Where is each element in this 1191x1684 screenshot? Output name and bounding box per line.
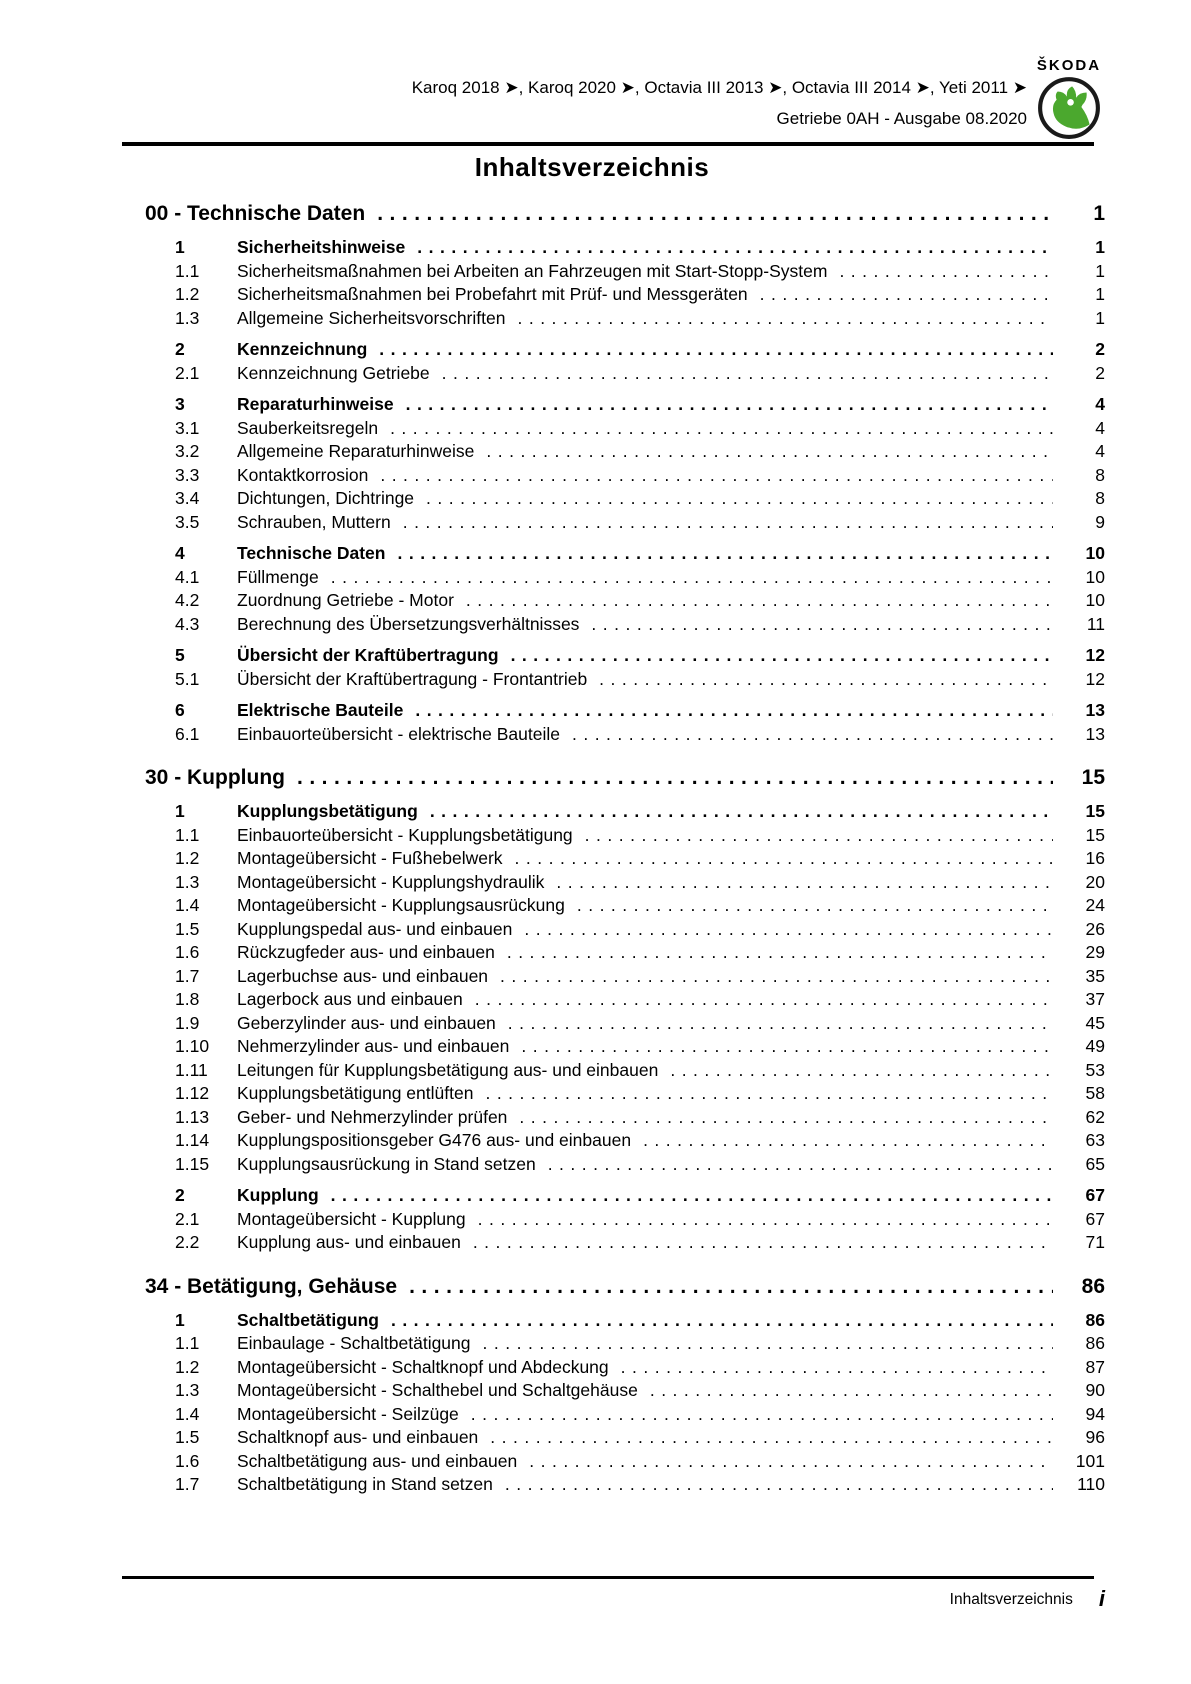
entry-page-number: 94 xyxy=(1085,1403,1105,1424)
dot-leader xyxy=(471,1403,1053,1427)
entry-label: Einbaulage - Schaltbetätigung xyxy=(237,1333,471,1353)
toc-entry-row xyxy=(122,800,1105,824)
entry-number: 1.3 xyxy=(175,871,200,892)
entry-number: 1.4 xyxy=(175,895,200,915)
entry-label: Montageübersicht - Fußhebelwerk xyxy=(237,848,503,868)
entry-number: 3.1 xyxy=(175,417,200,438)
entry-page-number: 15 xyxy=(1085,801,1105,821)
toc-entry-row xyxy=(122,283,1105,307)
entry-label: Montageübersicht - Kupplungsausrückung xyxy=(237,895,565,915)
dot-leader xyxy=(331,1184,1053,1208)
entry-number: 1.4 xyxy=(175,1403,200,1424)
entry-label: Kupplungspositionsgeber G476 aus- und einbauen xyxy=(237,1130,632,1150)
entry-page-number: 86 xyxy=(1085,1309,1105,1330)
toc-entry-row xyxy=(122,847,1105,871)
entry-label: Montageübersicht - Kupplungshydraulik xyxy=(237,871,545,892)
entry-number: 1.3 xyxy=(175,307,200,328)
page-footer xyxy=(122,1586,1105,1612)
toc-section-header-row xyxy=(122,200,1105,228)
entry-number: 6.1 xyxy=(175,723,200,744)
toc-entry-row xyxy=(122,393,1105,417)
entry-number: 3.4 xyxy=(175,488,200,508)
toc-entry-row xyxy=(122,589,1105,613)
dot-leader xyxy=(507,941,1053,965)
entry-page-number: 90 xyxy=(1085,1380,1105,1400)
entry-number: 1.14 xyxy=(175,1130,210,1150)
toc-entry-row xyxy=(122,918,1105,942)
dot-leader xyxy=(379,338,1053,362)
skoda-logo xyxy=(1033,58,1105,146)
toc-entry-row xyxy=(122,1379,1105,1403)
entry-label: Montageübersicht - Kupplung xyxy=(237,1208,466,1229)
entry-label: Kennzeichnung Getriebe xyxy=(237,362,430,383)
dot-leader xyxy=(406,393,1053,417)
dot-leader xyxy=(442,362,1053,386)
entry-number: 1.1 xyxy=(175,260,200,281)
toc-entry-row xyxy=(122,464,1105,488)
entry-label: Kupplungsbetätigung xyxy=(237,801,418,821)
toc-entry-row xyxy=(122,307,1105,331)
toc-entry-row xyxy=(122,1184,1105,1208)
entry-label: Zuordnung Getriebe - Motor xyxy=(237,590,454,610)
entry-label: Leitungen für Kupplungsbetätigung aus- und einbauen xyxy=(237,1059,659,1080)
entry-number: 2.1 xyxy=(175,1208,200,1229)
entry-label: Lagerbock aus und einbauen xyxy=(237,989,463,1009)
entry-number: 5 xyxy=(175,645,185,665)
entry-page-number: 1 xyxy=(1095,307,1105,328)
entry-label: 30 - Kupplung xyxy=(145,766,285,789)
entry-label: 00 - Technische Daten xyxy=(145,202,366,225)
dot-leader xyxy=(670,1059,1053,1083)
entry-page-number: 10 xyxy=(1085,543,1105,563)
entry-label: Schaltbetätigung xyxy=(237,1309,379,1330)
toc-entry-row xyxy=(122,1309,1105,1333)
footer-page-number: i xyxy=(1098,1586,1105,1611)
entry-page-number: 16 xyxy=(1085,848,1105,868)
entry-label: Lagerbuchse aus- und einbauen xyxy=(237,965,489,986)
entry-page-number: 12 xyxy=(1085,645,1105,665)
entry-page-number: 45 xyxy=(1085,1012,1105,1033)
toc-section xyxy=(122,1273,1105,1497)
entry-page-number: 11 xyxy=(1086,613,1105,634)
dot-leader xyxy=(478,1208,1053,1232)
toc-entry-row xyxy=(122,613,1105,637)
entry-label: Montageübersicht - Schalthebel und Schaltgehäuse xyxy=(237,1380,638,1400)
entry-label: Kupplungspedal aus- und einbauen xyxy=(237,918,513,939)
entry-label: Geber- und Nehmerzylinder prüfen xyxy=(237,1106,508,1127)
toc-entry-row xyxy=(122,699,1105,723)
toc-entry-row xyxy=(122,941,1105,965)
toc-entry-row xyxy=(122,644,1105,668)
entry-label: Kupplungsausrückung in Stand setzen xyxy=(237,1153,536,1174)
dot-leader xyxy=(500,965,1053,989)
toc-entry-row xyxy=(122,1012,1105,1036)
dot-leader xyxy=(417,236,1053,260)
entry-page-number: 87 xyxy=(1085,1356,1105,1377)
skoda-wordmark: ŠKODA xyxy=(1036,57,1102,74)
entry-label: Sicherheitsmaßnahmen bei Arbeiten an Fahrzeugen mit Start-Stopp-System xyxy=(237,260,828,281)
dot-leader xyxy=(390,417,1053,441)
entry-page-number: 63 xyxy=(1085,1130,1105,1150)
toc-entry-row xyxy=(122,1231,1105,1255)
dot-leader xyxy=(524,918,1053,942)
entry-number: 1.6 xyxy=(175,942,200,962)
toc-entry-row xyxy=(122,1059,1105,1083)
toc-entry-row xyxy=(122,1106,1105,1130)
entry-page-number: 15 xyxy=(1081,766,1105,789)
entry-number: 1 xyxy=(175,1309,185,1330)
toc-entry-row xyxy=(122,511,1105,535)
entry-page-number: 49 xyxy=(1085,1036,1105,1056)
dot-leader xyxy=(473,1231,1053,1255)
footer-label: Inhaltsverzeichnis xyxy=(949,1591,1073,1608)
entry-page-number: 58 xyxy=(1085,1083,1105,1103)
toc-entry-row xyxy=(122,723,1105,747)
entry-page-number: 20 xyxy=(1085,871,1105,892)
page-title: Inhaltsverzeichnis xyxy=(474,152,710,182)
dot-leader xyxy=(490,1426,1053,1450)
entry-number: 1.5 xyxy=(175,1427,200,1447)
header-text xyxy=(412,72,1027,134)
entry-number: 1.7 xyxy=(175,1474,200,1494)
entry-number: 4.3 xyxy=(175,613,200,634)
header-models-line: Karoq 2018 ➤, Karoq 2020 ➤, Octavia III 2013 ➤, Octavia III 2014 ➤, Yeti 2011 ➤ xyxy=(411,78,1027,97)
entry-number: 4.1 xyxy=(175,566,200,587)
toc-entry-row xyxy=(122,1450,1105,1474)
dot-leader xyxy=(511,644,1053,668)
entry-number: 1.3 xyxy=(175,1380,200,1400)
toc-section-header-row xyxy=(122,764,1105,792)
entry-page-number: 101 xyxy=(1075,1450,1105,1471)
entry-page-number: 2 xyxy=(1095,362,1105,383)
entry-page-number: 1 xyxy=(1093,202,1105,225)
dot-leader xyxy=(430,800,1053,824)
dot-leader xyxy=(380,464,1053,488)
entry-label: Montageübersicht - Schaltknopf und Abdeckung xyxy=(237,1356,609,1377)
dot-leader xyxy=(403,511,1053,535)
toc-entry-row xyxy=(122,362,1105,386)
toc-entry-row xyxy=(122,965,1105,989)
dot-leader xyxy=(391,1309,1053,1333)
dot-leader xyxy=(331,566,1053,590)
entry-number: 1.15 xyxy=(175,1153,210,1174)
entry-number: 1.11 xyxy=(175,1059,208,1080)
dot-leader xyxy=(515,847,1053,871)
dot-leader xyxy=(409,1273,1053,1301)
entry-number: 3.5 xyxy=(175,511,200,532)
entry-page-number: 65 xyxy=(1085,1153,1105,1174)
entry-label: Nehmerzylinder aus- und einbauen xyxy=(237,1036,510,1056)
dot-leader xyxy=(415,699,1053,723)
toc-entry-row xyxy=(122,871,1105,895)
entry-page-number: 62 xyxy=(1085,1106,1105,1127)
entry-page-number: 71 xyxy=(1085,1232,1105,1252)
entry-number: 1.2 xyxy=(175,848,200,868)
entry-label: Technische Daten xyxy=(237,543,386,563)
entry-label: Übersicht der Kraftübertragung xyxy=(237,645,499,665)
toc xyxy=(122,182,1105,1497)
entry-page-number: 1 xyxy=(1095,260,1105,281)
entry-label: Schaltbetätigung aus- und einbauen xyxy=(237,1450,518,1471)
entry-page-number: 67 xyxy=(1085,1208,1105,1229)
dot-leader xyxy=(486,440,1053,464)
entry-number: 1.6 xyxy=(175,1450,200,1471)
entry-page-number: 13 xyxy=(1085,700,1105,720)
entry-page-number: 4 xyxy=(1095,417,1105,438)
entry-number: 1.10 xyxy=(175,1036,210,1056)
entry-page-number: 67 xyxy=(1085,1185,1105,1205)
toc-entry-row xyxy=(122,824,1105,848)
entry-label: Schaltbetätigung in Stand setzen xyxy=(237,1474,493,1494)
entry-number: 6 xyxy=(175,700,185,720)
dot-leader xyxy=(599,668,1053,692)
entry-label: Füllmenge xyxy=(237,566,319,587)
toc-entry-row xyxy=(122,542,1105,566)
entry-number: 2 xyxy=(175,339,185,359)
dot-leader xyxy=(426,487,1053,511)
entry-page-number: 13 xyxy=(1085,723,1105,744)
entry-label: Reparaturhinweise xyxy=(237,394,394,414)
dot-leader xyxy=(548,1153,1053,1177)
entry-label: Kupplung aus- und einbauen xyxy=(237,1232,461,1252)
entry-page-number: 96 xyxy=(1085,1427,1105,1447)
entry-label: Berechnung des Übersetzungsverhältnisses xyxy=(237,613,580,634)
toc-entry-row xyxy=(122,236,1105,260)
entry-page-number: 35 xyxy=(1085,965,1105,986)
entry-number: 4.2 xyxy=(175,590,200,610)
toc-entry-row xyxy=(122,1082,1105,1106)
entry-label: Dichtungen, Dichtringe xyxy=(237,488,415,508)
toc-entry-row xyxy=(122,566,1105,590)
toc-entry-row xyxy=(122,668,1105,692)
entry-number: 1.8 xyxy=(175,989,200,1009)
toc-entry-row xyxy=(122,417,1105,441)
entry-page-number: 86 xyxy=(1085,1333,1105,1353)
entry-number: 1.5 xyxy=(175,918,200,939)
entry-label: Allgemeine Sicherheitsvorschriften xyxy=(237,307,506,328)
header-edition-line: Getriebe 0AH - Ausgabe 08.2020 xyxy=(776,109,1027,128)
entry-number: 3.3 xyxy=(175,464,200,485)
dot-leader xyxy=(643,1129,1053,1153)
entry-label: Schrauben, Muttern xyxy=(237,511,391,532)
toc-section xyxy=(122,764,1105,1255)
entry-page-number: 10 xyxy=(1085,590,1105,610)
entry-page-number: 10 xyxy=(1085,566,1105,587)
dot-leader xyxy=(760,283,1053,307)
dot-leader xyxy=(621,1356,1053,1380)
dot-leader xyxy=(485,1082,1053,1106)
toc-entry-row xyxy=(122,1403,1105,1427)
entry-label: Montageübersicht - Seilzüge xyxy=(237,1403,459,1424)
toc-entry-row xyxy=(122,1208,1105,1232)
entry-label: Kupplung xyxy=(237,1185,319,1205)
dot-leader xyxy=(475,988,1053,1012)
dot-leader xyxy=(505,1473,1053,1497)
entry-number: 5.1 xyxy=(175,668,200,689)
entry-page-number: 26 xyxy=(1085,918,1105,939)
entry-number: 2 xyxy=(175,1185,185,1205)
toc-entry-row xyxy=(122,1426,1105,1450)
toc-entry-row xyxy=(122,988,1105,1012)
dot-leader xyxy=(556,871,1053,895)
entry-label: Kupplungsbetätigung entlüften xyxy=(237,1083,474,1103)
entry-page-number: 1 xyxy=(1095,237,1105,257)
entry-number: 1 xyxy=(175,237,185,257)
entry-label: Allgemeine Reparaturhinweise xyxy=(237,441,475,461)
dot-leader xyxy=(466,589,1053,613)
entry-label: 34 - Betätigung, Gehäuse xyxy=(145,1274,398,1298)
entry-label: Kontaktkorrosion xyxy=(237,464,369,485)
toc-entry-row xyxy=(122,260,1105,284)
entry-number: 1.2 xyxy=(175,1356,200,1377)
entry-page-number: 86 xyxy=(1081,1274,1105,1298)
dot-leader xyxy=(839,260,1053,284)
entry-label: Sauberkeitsregeln xyxy=(237,417,379,438)
entry-number: 1.12 xyxy=(175,1083,210,1103)
entry-number: 1.7 xyxy=(175,965,200,986)
entry-label: Elektrische Bauteile xyxy=(237,700,404,720)
entry-page-number: 9 xyxy=(1095,511,1105,532)
toc-entry-row xyxy=(122,1473,1105,1497)
entry-page-number: 24 xyxy=(1085,895,1105,915)
toc-entry-row xyxy=(122,338,1105,362)
dot-leader xyxy=(585,824,1053,848)
toc-entry-row xyxy=(122,1332,1105,1356)
toc-entry-row xyxy=(122,1129,1105,1153)
entry-number: 2.1 xyxy=(175,362,200,383)
entry-number: 1.1 xyxy=(175,1333,200,1353)
entry-number: 1.2 xyxy=(175,284,200,304)
entry-page-number: 8 xyxy=(1095,464,1105,485)
entry-page-number: 53 xyxy=(1085,1059,1105,1080)
entry-number: 2.2 xyxy=(175,1232,200,1252)
dot-leader xyxy=(519,1106,1053,1130)
entry-page-number: 12 xyxy=(1085,668,1105,689)
entry-page-number: 110 xyxy=(1077,1474,1105,1494)
toc-entry-row xyxy=(122,1153,1105,1177)
entry-label: Schaltknopf aus- und einbauen xyxy=(237,1427,479,1447)
entry-page-number: 4 xyxy=(1095,394,1105,414)
entry-number: 1.9 xyxy=(175,1012,200,1033)
dot-leader xyxy=(377,200,1053,228)
toc-entry-row xyxy=(122,487,1105,511)
entry-page-number: 1 xyxy=(1095,284,1105,304)
entry-page-number: 29 xyxy=(1085,942,1105,962)
entry-number: 3.2 xyxy=(175,441,200,461)
entry-label: Geberzylinder aus- und einbauen xyxy=(237,1012,496,1033)
entry-label: Kennzeichnung xyxy=(237,339,368,359)
entry-page-number: 4 xyxy=(1095,441,1105,461)
toc-entry-row xyxy=(122,894,1105,918)
entry-number: 1.1 xyxy=(175,824,200,845)
entry-page-number: 37 xyxy=(1085,989,1105,1009)
page-header xyxy=(122,58,1105,148)
toc-section xyxy=(122,200,1105,746)
footer-divider xyxy=(122,1576,1094,1579)
entry-number: 4 xyxy=(175,543,185,563)
toc-entry-row xyxy=(122,1035,1105,1059)
entry-label: Einbauorteübersicht - Kupplungsbetätigung xyxy=(237,824,573,845)
dot-leader xyxy=(483,1332,1053,1356)
dot-leader xyxy=(521,1035,1053,1059)
entry-page-number: 8 xyxy=(1095,488,1105,508)
skoda-winged-arrow-icon xyxy=(1033,75,1105,146)
dot-leader xyxy=(517,307,1053,331)
dot-leader xyxy=(297,764,1053,792)
entry-page-number: 15 xyxy=(1085,824,1105,845)
entry-label: Einbauorteübersicht - elektrische Bauteile xyxy=(237,723,560,744)
entry-number: 1 xyxy=(175,801,185,821)
entry-page-number: 2 xyxy=(1095,339,1105,359)
toc-section-header-row xyxy=(122,1273,1105,1301)
header-divider xyxy=(122,142,1094,146)
dot-leader xyxy=(572,723,1053,747)
dot-leader xyxy=(397,542,1053,566)
entry-number: 3 xyxy=(175,394,185,414)
entry-label: Übersicht der Kraftübertragung - Frontantrieb xyxy=(237,668,588,689)
entry-label: Rückzugfeder aus- und einbauen xyxy=(237,942,495,962)
dot-leader xyxy=(577,894,1053,918)
entry-label: Sicherheitsmaßnahmen bei Probefahrt mit Prüf- und Messgeräten xyxy=(237,284,748,304)
toc-entry-row xyxy=(122,1356,1105,1380)
dot-leader xyxy=(591,613,1053,637)
dot-leader xyxy=(529,1450,1053,1474)
entry-label: Sicherheitshinweise xyxy=(237,237,406,257)
entry-number: 1.13 xyxy=(175,1106,210,1127)
dot-leader xyxy=(508,1012,1053,1036)
toc-entry-row xyxy=(122,440,1105,464)
dot-leader xyxy=(650,1379,1053,1403)
